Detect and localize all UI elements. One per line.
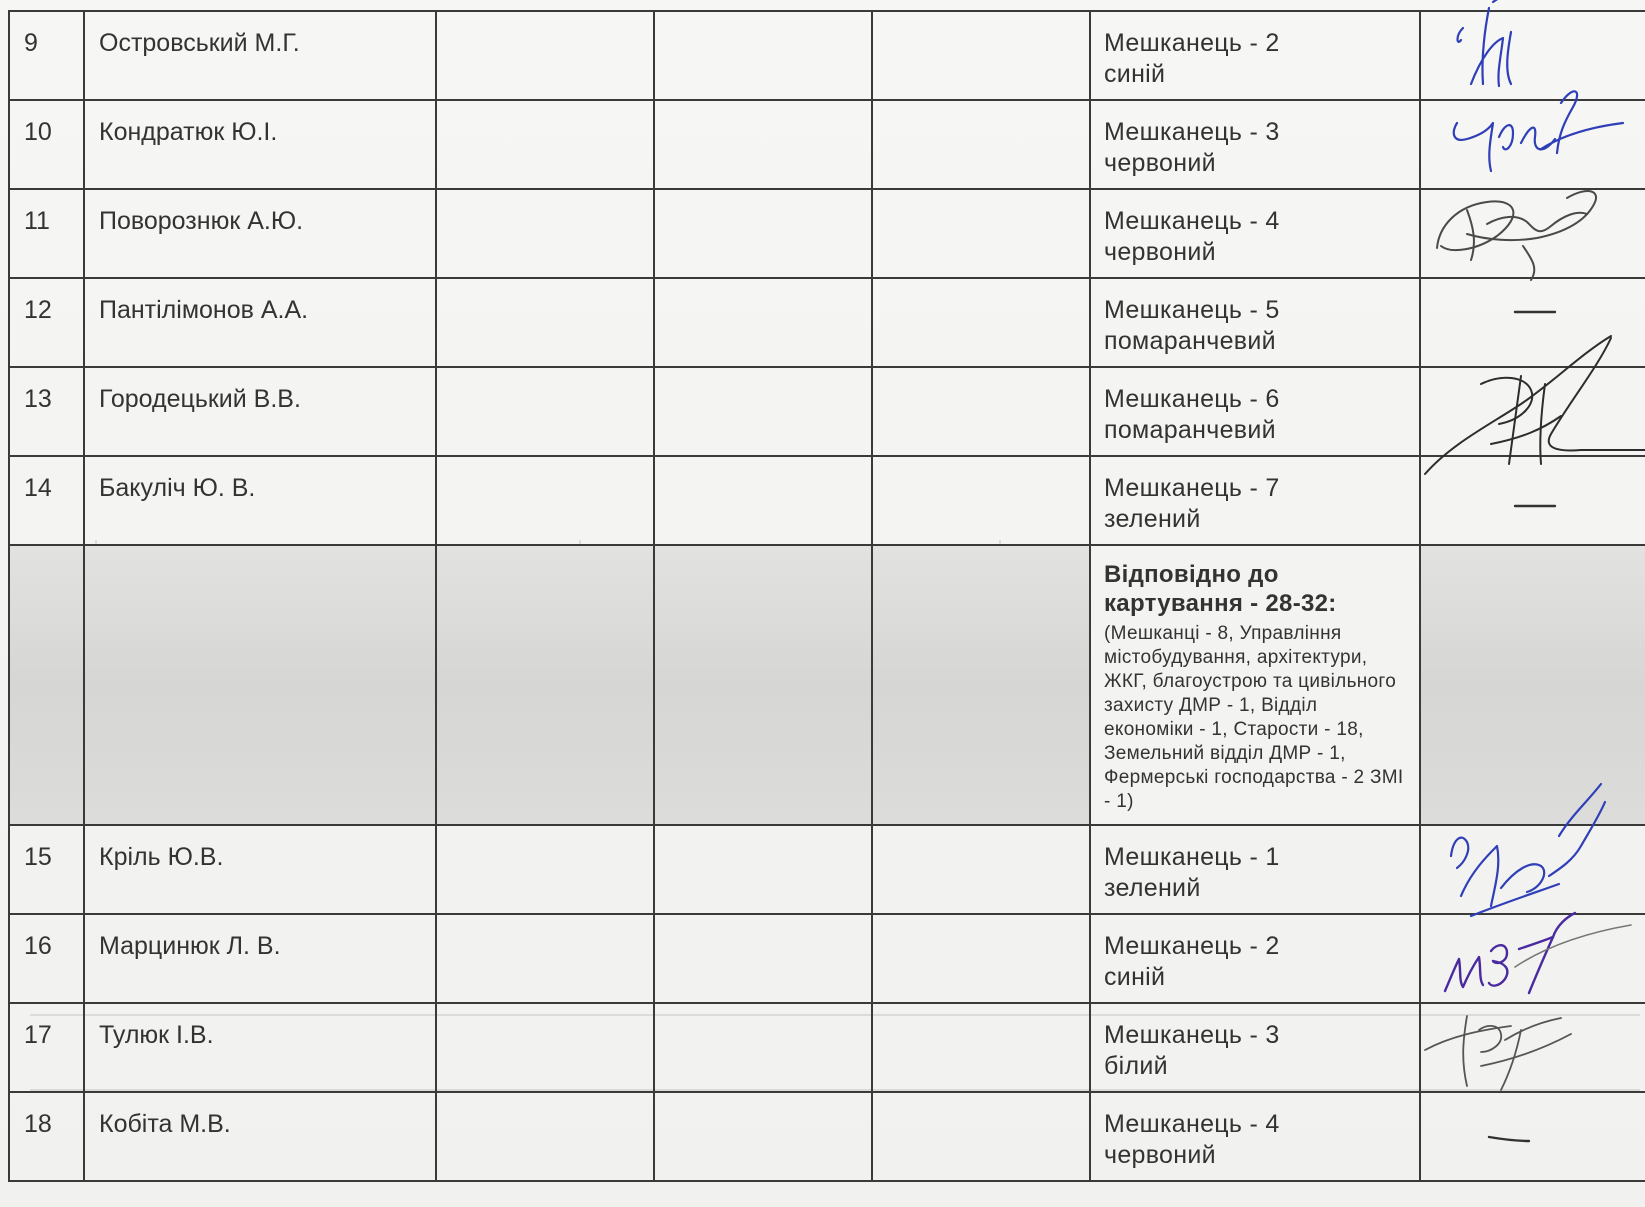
role-cell <box>1090 456 1420 545</box>
row-number: 17 <box>9 1003 84 1092</box>
row-number: 10 <box>9 100 84 189</box>
row-number: 13 <box>9 367 84 456</box>
signature-cell <box>1420 1092 1645 1181</box>
section-row <box>9 545 1645 825</box>
role-label: Мешканець - 6 <box>1104 385 1280 413</box>
empty-cell <box>436 825 654 914</box>
row-number: 16 <box>9 914 84 1003</box>
handwritten-signature <box>1421 990 1621 1100</box>
signature-cell <box>1420 456 1645 545</box>
participant-name: Тулюк І.В. <box>84 1003 436 1092</box>
role-label: Мешканець - 4 <box>1104 1110 1280 1138</box>
empty-cell <box>654 11 872 100</box>
group-color: червоний <box>1104 238 1216 266</box>
role-cell <box>1090 914 1420 1003</box>
signature-cell <box>1420 189 1645 278</box>
empty-cell <box>872 1003 1090 1092</box>
group-color: білий <box>1104 1052 1168 1080</box>
empty-cell <box>436 456 654 545</box>
table-row <box>9 914 1645 1003</box>
empty-cell <box>872 914 1090 1003</box>
empty-cell <box>654 278 872 367</box>
group-color: синій <box>1104 963 1166 991</box>
group-color: помаранчевий <box>1104 327 1276 355</box>
empty-cell <box>436 367 654 456</box>
role-label: Мешканець - 2 <box>1104 29 1280 57</box>
signature-cell <box>1420 278 1645 367</box>
group-color: синій <box>1104 60 1166 88</box>
empty-cell <box>872 11 1090 100</box>
role-label: Мешканець - 5 <box>1104 296 1280 324</box>
empty-cell <box>654 100 872 189</box>
signature-cell <box>1420 1003 1645 1092</box>
row-number: 12 <box>9 278 84 367</box>
empty-cell <box>872 545 1090 825</box>
empty-cell <box>436 1092 654 1181</box>
row-number: 14 <box>9 456 84 545</box>
empty-cell <box>654 825 872 914</box>
role-label: Мешканець - 4 <box>1104 207 1280 235</box>
role-label: Мешканець - 7 <box>1104 474 1280 502</box>
empty-cell <box>436 189 654 278</box>
group-color: зелений <box>1104 505 1201 533</box>
signature-cell <box>1420 100 1645 189</box>
table-row <box>9 100 1645 189</box>
table-row <box>9 825 1645 914</box>
role-label: Мешканець - 3 <box>1104 1021 1280 1049</box>
participant-name: Марцинюк Л. В. <box>84 914 436 1003</box>
participant-name: Бакуліч Ю. В. <box>84 456 436 545</box>
empty-cell <box>872 100 1090 189</box>
group-color: помаранчевий <box>1104 416 1276 444</box>
empty-cell <box>436 1003 654 1092</box>
role-cell <box>1090 189 1420 278</box>
role-label: Мешканець - 3 <box>1104 118 1280 146</box>
participant-name: Пантілімонов А.А. <box>84 278 436 367</box>
dash-mark <box>1511 307 1561 317</box>
role-cell <box>1090 278 1420 367</box>
empty-cell <box>654 914 872 1003</box>
signature-cell <box>1420 825 1645 914</box>
empty-cell <box>436 11 654 100</box>
empty-cell <box>436 545 654 825</box>
role-cell <box>1090 11 1420 100</box>
empty-cell <box>654 1092 872 1181</box>
mapping-details: (Мешканці - 8, Управління містобудування, архітектури, ЖКГ, благоустрою та цивільного захисту ДМР - 1, Відділ економіки - 1, Старости - 18, Земельний відділ ДМР - 1, Фермерські господарства - 2 ЗМІ - 1) <box>1104 623 1404 812</box>
row-number: 9 <box>9 11 84 100</box>
table-row <box>9 278 1645 367</box>
role-cell <box>1090 1003 1420 1092</box>
participant-name: Кріль Ю.В. <box>84 825 436 914</box>
table-row <box>9 1003 1645 1092</box>
empty-cell <box>436 278 654 367</box>
empty-cell <box>872 825 1090 914</box>
participant-name: Поворознюк А.Ю. <box>84 189 436 278</box>
handwritten-signature <box>1441 0 1601 98</box>
dash-mark <box>1485 1133 1535 1145</box>
table-row <box>9 1092 1645 1181</box>
empty-cell <box>654 367 872 456</box>
dash-mark <box>1511 501 1561 511</box>
signature-cell <box>1420 914 1645 1003</box>
role-label: Мешканець - 1 <box>1104 843 1280 871</box>
table-row <box>9 11 1645 100</box>
participants-table <box>8 10 1645 1182</box>
participant-name: Кобіта М.В. <box>84 1092 436 1181</box>
empty-cell <box>9 545 84 825</box>
signature-cell <box>1420 367 1645 456</box>
role-cell <box>1090 825 1420 914</box>
table-row <box>9 456 1645 545</box>
participant-name: Кондратюк Ю.І. <box>84 100 436 189</box>
role-cell <box>1090 100 1420 189</box>
mapping-cell <box>1090 545 1420 825</box>
role-cell <box>1090 367 1420 456</box>
table-row <box>9 189 1645 278</box>
empty-cell <box>654 189 872 278</box>
table-row <box>9 367 1645 456</box>
participant-name: Островський М.Г. <box>84 11 436 100</box>
group-color: червоний <box>1104 1141 1216 1169</box>
empty-cell <box>872 278 1090 367</box>
empty-cell <box>436 914 654 1003</box>
empty-cell <box>872 1092 1090 1181</box>
group-color: зелений <box>1104 874 1201 902</box>
empty-cell <box>654 545 872 825</box>
row-number: 18 <box>9 1092 84 1181</box>
empty-cell <box>1420 545 1645 825</box>
handwritten-signature <box>1435 907 1635 1007</box>
group-color: червоний <box>1104 149 1216 177</box>
empty-cell <box>654 456 872 545</box>
role-cell <box>1090 1092 1420 1181</box>
row-number: 11 <box>9 189 84 278</box>
row-number: 15 <box>9 825 84 914</box>
handwritten-signature <box>1427 176 1627 286</box>
empty-cell <box>436 100 654 189</box>
participant-name: Городецький В.В. <box>84 367 436 456</box>
empty-cell <box>872 189 1090 278</box>
empty-cell <box>872 456 1090 545</box>
empty-cell <box>872 367 1090 456</box>
empty-cell <box>654 1003 872 1092</box>
empty-cell <box>84 545 436 825</box>
role-label: Мешканець - 2 <box>1104 932 1280 960</box>
signature-cell <box>1420 11 1645 100</box>
mapping-heading: Відповідно до картування - 28-32: <box>1104 561 1337 617</box>
